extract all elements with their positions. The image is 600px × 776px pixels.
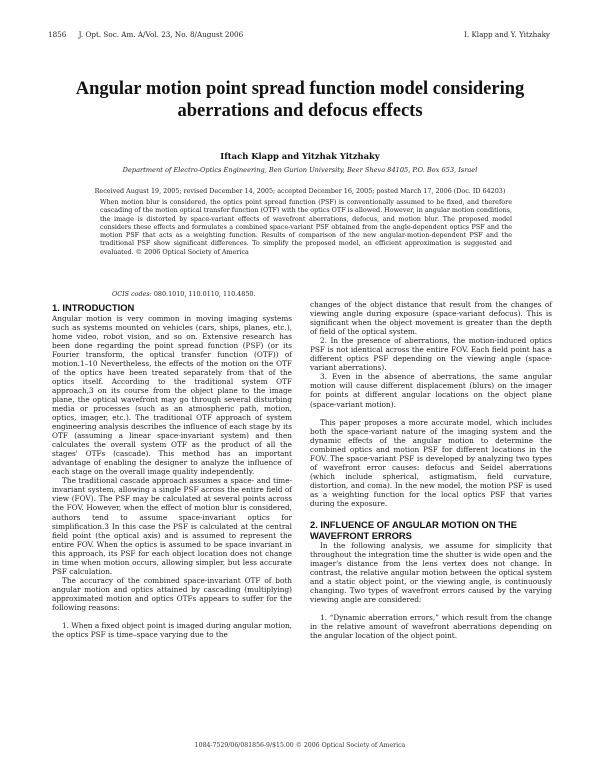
section-2-heading: 2. INFLUENCE OF ANGULAR MOTION ON THE WAVEFRONT ERRORS bbox=[310, 519, 517, 541]
abstract: When motion blur is considered, the optics point spread function (PSF) is conventionally assumed to be fixed, and therefore cascading of the motion optical transfer function (OTF) with the optics OTF is allowed. However, in angular motion conditions, the image is distorted by space-variant effects of wavefront aberrations, defocus, and motion blur. The proposed model considers these effects and formulates a combined space-variant PSF obtained from the angle-dependent optics PSF and the motion PSF that acts as a weighting function. Results of comparison of the new angular-motion-dependent PSF and the traditional PSF show significant differences. To simplify the proposed model, an efficient approximation is suggested and evaluated. © 2006 Optical Society of America bbox=[100, 198, 512, 256]
ocis-values: 080.1010, 110.0110, 110.4850. bbox=[153, 290, 256, 298]
ocis-codes bbox=[112, 290, 512, 298]
col2-list-item-3: 3. Even in the absence of aberrations, the same angular motion will cause different displacement (blurs) on the imager for points at different angular locations on the object plane (space-variant motion). bbox=[310, 372, 552, 409]
right-column bbox=[310, 300, 552, 641]
intro-paragraph-3: The accuracy of the combined space-invariant OTF of both angular motion and optics attained by cascading (multiplying) approximated motion and optics OTFs appears to suffer for the following reasons: bbox=[52, 575, 292, 612]
left-column bbox=[52, 300, 292, 639]
journal-citation: J. Opt. Soc. Am. A/Vol. 23, No. 8/August 2006 bbox=[78, 30, 244, 39]
ocis-label: OCIS codes: bbox=[112, 290, 152, 298]
col2-list-item-2: 2. In the presence of aberrations, the motion-induced optics PSF is not identical across the entire FOV. Each field point has a different optics PSF depending on the viewing angle (space-variant aberrations). bbox=[310, 336, 552, 373]
header-left bbox=[48, 30, 253, 39]
page-number: 1856 bbox=[48, 30, 67, 39]
col2-paragraph-1: changes of the object distance that result from the changes of viewing angle during exposure (space-variant defocus). This is significant when the object movement is greater than the depth of field of the optical system. bbox=[310, 300, 552, 337]
intro-list-item-1: 1. When a fixed object point is imaged during angular motion, the optics PSF is time–space varying due to the bbox=[52, 621, 292, 640]
page-footer: 1084-7529/06/081856-9/$15.00 © 2006 Optical Society of America bbox=[194, 742, 406, 749]
section-2-paragraph-1: In the following analysis, we assume for simplicity that throughout the integration time the shutter is wide open and the imager's distance from the lens vertex does not change. In contrast, the relative angular motion between the optical system and a static object point, or the viewing angle, is continuously changing. Two types of wavefront errors caused by the varying viewing angle are considered: bbox=[310, 541, 552, 605]
received-dates: Received August 19, 2005; revised December 14, 2005; accepted December 16, 2005; posted March 17, 2006 (Doc. ID 64203) bbox=[94, 187, 506, 195]
author-affiliation: Department of Electro-Optics Engineering, Ben Gurion University, Beer Sheva 84105, P.O. Box 653, Israel bbox=[122, 166, 478, 174]
intro-paragraph-1: Angular motion is very common in moving imaging systems such as systems mounted on vehicles (cars, ships, planes, etc.), home video, robot vision, and so on. Extensive research has been done regarding the point spread function (PSF) (or its Fourier transform, the optical transfer function (OTF)) of motion.1–10 Nevertheless, the effects of the motion on the OTF of the optics have been treated separately from that of the optics itself. According to the traditional system OTF approach,3 on its course from the object plane to the image plane, the optical wavefront may go through several disturbing media or processes (such as an atmospheric path, motion, optics, imager, etc.). The traditional OTF approach of system engineering analysis describes the influence of each stage by its OTF (assuming a linear space-invariant system) and then calculates the overall system OTF as the product of all the stages' OTFs (cascade). This method has an important advantage of enabling the designer to analyze the influence of each stage on the overall image quality independently. bbox=[52, 313, 292, 477]
running-authors: I. Klapp and Y. Yitzhaky bbox=[464, 30, 550, 39]
section-2-list-item-1: 1. “Dynamic aberration errors,” which result from the change in the relative amount of wavefront aberrations depending on the angular location of the object point. bbox=[310, 613, 552, 641]
running-header bbox=[0, 30, 600, 44]
section-1-heading: 1. INTRODUCTION bbox=[52, 302, 135, 313]
paper-title: Angular motion point spread function model considering aberrations and defocus effects bbox=[75, 79, 525, 121]
intro-paragraph-2: The traditional cascade approach assumes a space- and time-invariant system, allowing a single PSF across the entire field of view (FOV). The PSF may be calculated at several points across the FOV. However, when the effect of motion blur is considered, authors tend to assume space-invariant optics for simplification.3 In this case the PSF is calculated at the central field point (the optical axis) and is assumed to represent the entire FOV. When the optics is assumed to be space invariant in this approach, its PSF for each object location does not change in time when motion occurs, allowing simpler, but less accurate PSF calculation. bbox=[52, 476, 292, 576]
paper-authors: Iftach Klapp and Yitzhak Yitzhaky bbox=[220, 151, 380, 161]
col2-paragraph-proposal: This paper proposes a more accurate model, which includes both the space-variant nature of the imaging system and the dynamic effects of the angular motion to determine the combined optics and motion PSF for different locations in the FOV. The space-variant PSF is developed by analyzing two types of wavefront error causes: defocus and Seidel aberrations (which include spherical, astigmatism, field curvature, distortion, and coma). In the new model, the motion PSF is used as a weighting function for the local optics PSF that varies during the exposure. bbox=[310, 417, 552, 508]
